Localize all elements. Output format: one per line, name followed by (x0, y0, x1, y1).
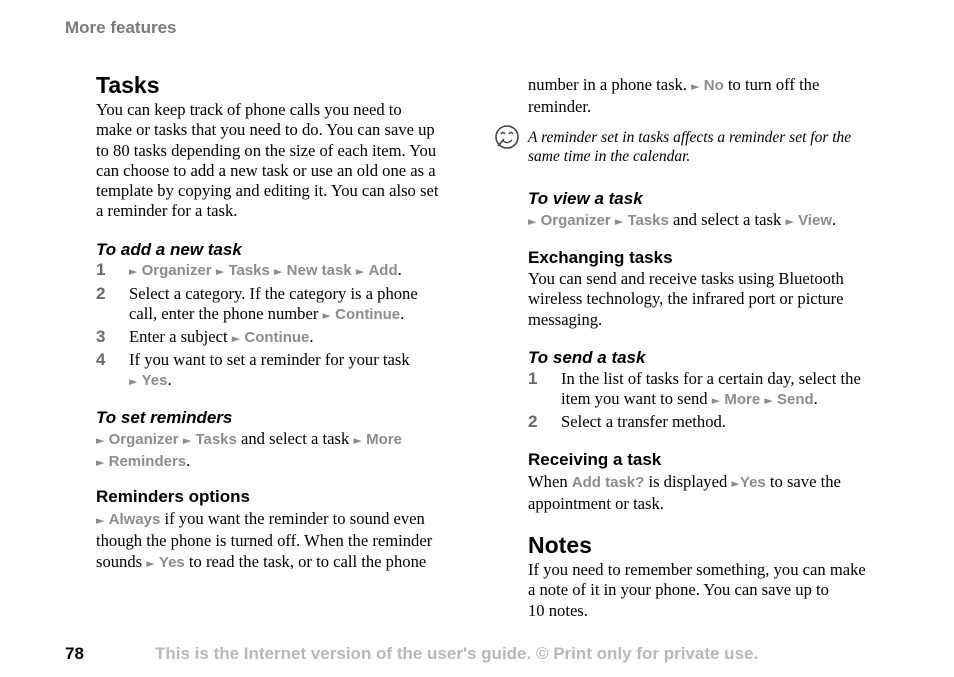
menu-add: Add (368, 262, 398, 279)
add-task-heading: To add a new task (96, 240, 242, 259)
arrow-right-icon: ► (322, 309, 331, 323)
arrow-right-icon: ► (182, 434, 192, 447)
menu-organizer: Organizer (108, 431, 179, 448)
set-reminders-heading: To set reminders (96, 408, 233, 427)
arrow-right-icon: ► (614, 215, 624, 228)
menu-organizer: Organizer (540, 212, 611, 229)
arrow-right-icon: ► (96, 434, 105, 447)
page-number: 78 (65, 644, 84, 663)
menu-send: Send (776, 391, 814, 409)
receiving-task-heading: Receiving a task (528, 450, 662, 469)
arrow-right-icon: ► (528, 215, 537, 228)
menu-view: View (798, 212, 832, 229)
exchanging-tasks-text: You can send and receive tasks using Bluetooth wireless technology, the infrared port or picture messaging. (528, 269, 844, 329)
arrow-right-icon: ► (785, 215, 794, 228)
send-task-step-1: 1 In the list of tasks for a certain day, select the item you want to send ► More ► Send. (528, 369, 861, 409)
reminders-options-heading: Reminders options (96, 487, 250, 506)
arrow-right-icon: ► (353, 434, 362, 447)
send-task-heading: To send a task (528, 348, 646, 367)
tasks-title: Tasks (96, 72, 160, 98)
arrow-right-icon: ► (215, 265, 225, 278)
note-icon (494, 124, 520, 150)
add-task-step-4: 4 If you want to set a reminder for your task ► Yes. (96, 350, 410, 390)
reminders-options-text: ► Always if you want the reminder to sound even though the phone is turned off. When the reminder sounds ► Yes to read the task, or to call the phone (96, 509, 433, 571)
arrow-right-icon: ► (711, 394, 721, 408)
note-box: A reminder set in tasks affects a reminder set for the same time in the calendar. (528, 128, 900, 166)
menu-continue: Continue (335, 306, 401, 324)
arrow-right-icon: ► (96, 456, 105, 470)
arrow-right-icon: ► (274, 265, 283, 278)
arrow-right-icon: ► (231, 332, 241, 345)
arrow-right-icon: ► (129, 375, 138, 389)
reminder-continued-text: number in a phone task. ► No to turn off the reminder. (528, 75, 820, 117)
arrow-right-icon: ► (146, 556, 155, 570)
receiving-task-text: When Add task? is displayed ►Yes to save the appointment or task. (528, 472, 841, 514)
menu-tasks: Tasks (195, 431, 237, 448)
menu-always: Always (108, 511, 161, 528)
arrow-right-icon: ► (355, 265, 365, 278)
menu-yes: Yes (158, 553, 185, 571)
menu-reminders: Reminders (108, 453, 187, 471)
arrow-right-icon: ► (764, 394, 773, 408)
menu-tasks: Tasks (627, 212, 669, 229)
menu-yes: Yes (739, 474, 766, 491)
notes-text: If you need to remember something, you can make a note of it in your phone. You can save up to 10 notes. (528, 560, 866, 620)
tasks-intro: You can keep track of phone calls you need to make or tasks that you need to do. You can save up to 80 tasks depending on the size of each item. You can choose to add a new task or use an old one as a template by copying and editing it. You can also set a reminder for a task. (96, 100, 439, 221)
menu-continue: Continue (244, 329, 310, 346)
arrow-right-icon: ► (731, 477, 740, 490)
prompt-add-task: Add task? (571, 474, 645, 491)
menu-organizer: Organizer (141, 262, 212, 279)
menu-new-task: New task (286, 262, 352, 279)
arrow-right-icon: ► (129, 265, 138, 278)
arrow-right-icon: ► (96, 514, 105, 527)
view-task-heading: To view a task (528, 189, 643, 208)
menu-more: More (366, 431, 402, 448)
add-task-step-2: 2 Select a category. If the category is a phone call, enter the phone number ► Continue. (96, 284, 418, 324)
menu-tasks: Tasks (228, 262, 270, 279)
exchanging-tasks-heading: Exchanging tasks (528, 248, 673, 267)
running-header: More features (65, 18, 177, 37)
menu-more: More (724, 391, 761, 409)
arrow-right-icon: ► (691, 80, 700, 93)
notes-title: Notes (528, 532, 592, 558)
view-task-path: ► Organizer ► Tasks and select a task ► View. (528, 210, 837, 229)
menu-no: No (703, 77, 724, 94)
footer-notice: This is the Internet version of the user's guide. © Print only for private use. (155, 644, 759, 663)
menu-yes: Yes (141, 372, 168, 390)
set-reminders-path: ► Organizer ► Tasks and select a task ► More ► Reminders. (96, 429, 402, 471)
